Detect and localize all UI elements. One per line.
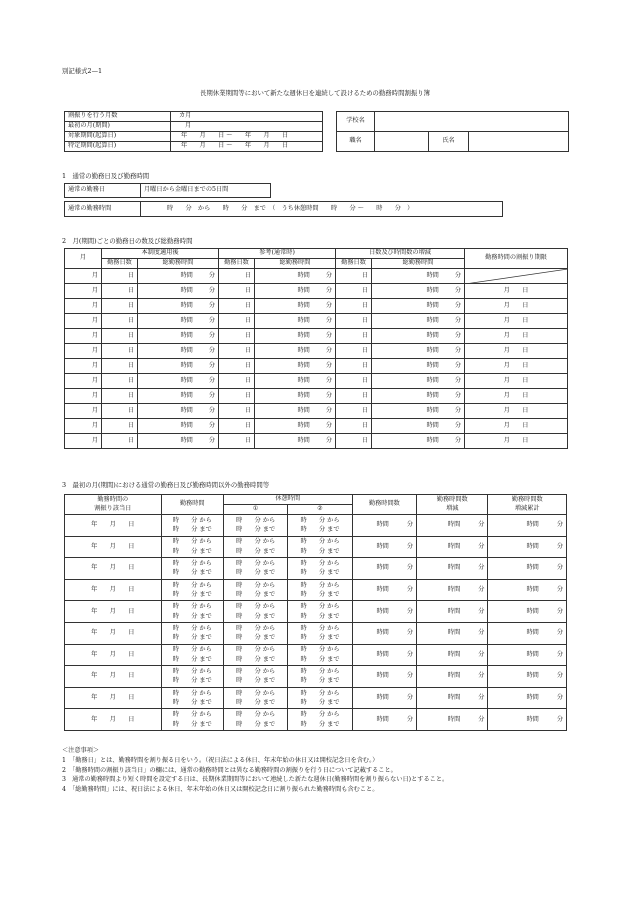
break-2-cell[interactable]: 時 分 から 時 分 まで: [288, 709, 352, 731]
days-cell[interactable]: 日: [336, 434, 372, 449]
break-2-cell[interactable]: 時 分 から 時 分 まで: [288, 622, 352, 644]
days-cell[interactable]: 日: [219, 389, 255, 404]
hours-cell[interactable]: 時間 分: [255, 374, 336, 389]
hours-cell[interactable]: 時間 分: [372, 404, 465, 419]
monthly-row: [65, 434, 568, 449]
month-cell[interactable]: 月: [65, 434, 102, 449]
first-month-label: 最初の月(期間): [65, 122, 171, 132]
monthly-row: [65, 329, 568, 344]
note-item: 3 通常の勤務時間より短く時間を設定する日は、長期休業期間等において連続した新たな週休日(勤務時間を割り振らない日)とすること。: [62, 776, 449, 784]
staff-name-label: 氏名: [429, 132, 469, 152]
group-header-applied: 本制度適用後: [102, 249, 219, 259]
hours-cell[interactable]: 時間 分: [372, 389, 465, 404]
notes: [62, 746, 448, 795]
hours-cell[interactable]: 時間 分: [372, 329, 465, 344]
note-item: 2 「勤務時間の割振り該当日」の欄には、通常の勤務時間とは異なる勤務時間の割振りを行う日について記載すること。: [62, 766, 397, 774]
days-cell[interactable]: 日: [102, 299, 138, 314]
month-cell[interactable]: 月: [65, 284, 102, 299]
hours-count-cell[interactable]: 時間 分: [352, 644, 416, 666]
col-month-header: 月: [65, 249, 102, 269]
hours-cell[interactable]: 時間 分: [255, 299, 336, 314]
hours-cell[interactable]: 時間 分: [372, 419, 465, 434]
diagonal-line: [465, 269, 568, 284]
break-2-cell[interactable]: 時 分 から 時 分 まで: [288, 644, 352, 666]
irregular-row: [65, 536, 567, 558]
limit-cell[interactable]: 月 日: [465, 344, 568, 359]
hours-cell[interactable]: 時間 分: [372, 269, 465, 284]
hours-cell[interactable]: 時間 分: [372, 284, 465, 299]
hours-count-cell[interactable]: 時間 分: [352, 687, 416, 709]
hours-cell[interactable]: 時間 分: [255, 359, 336, 374]
break-1-cell[interactable]: 時 分 から 時 分 まで: [223, 687, 287, 709]
col-limit-header: 勤務時間の割振り期限: [465, 249, 568, 269]
days-cell[interactable]: 日: [219, 314, 255, 329]
irregular-row: [65, 601, 567, 623]
hours-cell[interactable]: 時間 分: [372, 374, 465, 389]
normal-workday-label: 通常の勤務日: [65, 184, 141, 198]
hours-cumulative-cell[interactable]: 時間 分: [488, 622, 567, 644]
hours-count-cell[interactable]: 時間 分: [352, 558, 416, 580]
days-cell[interactable]: 日: [102, 344, 138, 359]
date-cell[interactable]: 年 月 日: [65, 644, 162, 666]
col-work-header: 勤務時間: [161, 495, 223, 515]
group-header-diff: 日数及び時間数の増減: [336, 249, 465, 259]
days-cell[interactable]: 日: [102, 269, 138, 284]
monthly-row: [65, 389, 568, 404]
notes-heading: ＜注意事項＞: [62, 747, 100, 754]
days-cell[interactable]: 日: [102, 374, 138, 389]
work-time-cell[interactable]: 時 分 から 時 分 まで: [161, 601, 223, 623]
hours-cumulative-cell[interactable]: 時間 分: [488, 536, 567, 558]
hours-cell[interactable]: 時間 分: [372, 359, 465, 374]
hours-cumulative-cell[interactable]: 時間 分: [488, 601, 567, 623]
col-date-header: 勤務時間の 割振り該当日: [65, 495, 162, 515]
days-cell[interactable]: 日: [336, 389, 372, 404]
days-cell[interactable]: 日: [102, 314, 138, 329]
school-name-field[interactable]: [375, 112, 569, 132]
target-period-label: 対象期間(起算日): [65, 132, 171, 142]
hours-cell[interactable]: 時間 分: [255, 419, 336, 434]
work-time-cell[interactable]: 時 分 から 時 分 まで: [161, 515, 223, 537]
hours-diff-cell[interactable]: 時間 分: [417, 622, 488, 644]
limit-cell[interactable]: 月 日: [465, 299, 568, 314]
hours-cumulative-cell[interactable]: 時間 分: [488, 558, 567, 580]
normal-hours-value[interactable]: 時 分 から 時 分 まで （ うち休憩時間 時 分 ～ 時 分 ）: [141, 202, 503, 217]
monthly-row: [65, 284, 568, 299]
normal-hours-label: 通常の勤務時間: [65, 202, 141, 217]
hours-cell[interactable]: 時間 分: [138, 404, 219, 419]
limit-cell[interactable]: 月 日: [465, 419, 568, 434]
break-1-cell[interactable]: 時 分 から 時 分 まで: [223, 666, 287, 688]
hours-diff-cell[interactable]: 時間 分: [417, 644, 488, 666]
days-cell[interactable]: 日: [219, 359, 255, 374]
days-cell[interactable]: 日: [219, 374, 255, 389]
days-cell[interactable]: 日: [102, 329, 138, 344]
hours-cell[interactable]: 時間 分: [138, 359, 219, 374]
limit-cell[interactable]: 月 日: [465, 314, 568, 329]
date-cell[interactable]: 年 月 日: [65, 558, 162, 580]
break-1-cell[interactable]: 時 分 から 時 分 まで: [223, 515, 287, 537]
hours-count-cell[interactable]: 時間 分: [352, 666, 416, 688]
month-cell[interactable]: 月: [65, 404, 102, 419]
irregular-row: [65, 622, 567, 644]
date-cell[interactable]: 年 月 日: [65, 709, 162, 731]
months-label: 割振りを行う月数: [65, 112, 171, 122]
hours-cell[interactable]: 時間 分: [138, 329, 219, 344]
break-2-cell[interactable]: 時 分 から 時 分 まで: [288, 558, 352, 580]
col-break-2-header: ②: [288, 505, 352, 515]
month-cell[interactable]: 月: [65, 374, 102, 389]
month-cell[interactable]: 月: [65, 314, 102, 329]
break-1-cell[interactable]: 時 分 から 時 分 まで: [223, 644, 287, 666]
date-cell[interactable]: 年 月 日: [65, 666, 162, 688]
col-diff-header: 勤務時間数 増減: [417, 495, 488, 515]
hours-cell[interactable]: 時間 分: [255, 314, 336, 329]
work-time-cell[interactable]: 時 分 から 時 分 まで: [161, 709, 223, 731]
days-cell[interactable]: 日: [336, 404, 372, 419]
days-cell[interactable]: 日: [219, 299, 255, 314]
hours-cumulative-cell[interactable]: 時間 分: [488, 666, 567, 688]
col-break-header: 休憩時間: [223, 495, 352, 505]
monthly-row: [65, 419, 568, 434]
month-cell[interactable]: 月: [65, 389, 102, 404]
sub-days-header: 勤務日数: [336, 259, 372, 269]
irregular-row: [65, 644, 567, 666]
work-time-cell[interactable]: 時 分 から 時 分 まで: [161, 558, 223, 580]
first-month-field[interactable]: 月: [171, 122, 323, 132]
hours-cell[interactable]: 時間 分: [138, 434, 219, 449]
work-time-cell[interactable]: 時 分 から 時 分 まで: [161, 622, 223, 644]
break-1-cell[interactable]: 時 分 から 時 分 まで: [223, 579, 287, 601]
work-time-cell[interactable]: 時 分 から 時 分 まで: [161, 644, 223, 666]
break-2-cell[interactable]: 時 分 から 時 分 まで: [288, 601, 352, 623]
hours-cell[interactable]: 時間 分: [255, 269, 336, 284]
normal-workdays-table: [64, 183, 271, 198]
hours-diff-cell[interactable]: 時間 分: [417, 536, 488, 558]
section3-title: 3 最初の月(期間)における通常の勤務日及び勤務時間以外の勤務時間等: [62, 481, 270, 489]
irregular-row: [65, 579, 567, 601]
days-cell[interactable]: 日: [102, 434, 138, 449]
hours-cell[interactable]: 時間 分: [255, 404, 336, 419]
hours-diff-cell[interactable]: 時間 分: [417, 579, 488, 601]
break-2-cell[interactable]: 時 分 から 時 分 まで: [288, 666, 352, 688]
hours-cell[interactable]: 時間 分: [372, 299, 465, 314]
month-cell[interactable]: 月: [65, 344, 102, 359]
limit-cell[interactable]: 月 日: [465, 374, 568, 389]
month-cell[interactable]: 月: [65, 329, 102, 344]
days-cell[interactable]: 日: [102, 404, 138, 419]
note-item: 4 「総勤務時間」には、祝日法による休日、年末年始の休日又は開校記念日に割り振られた勤務時間も含むこと。: [62, 786, 379, 794]
sub-hours-header: 総勤務時間: [138, 259, 219, 269]
monthly-row: [65, 269, 568, 284]
days-cell[interactable]: 日: [102, 419, 138, 434]
hours-cumulative-cell[interactable]: 時間 分: [488, 687, 567, 709]
hours-cell[interactable]: 時間 分: [138, 269, 219, 284]
hours-cell[interactable]: 時間 分: [255, 284, 336, 299]
months-field[interactable]: カ月: [171, 112, 323, 122]
hours-cell[interactable]: 時間 分: [138, 299, 219, 314]
days-cell[interactable]: 日: [336, 314, 372, 329]
hours-cell[interactable]: 時間 分: [372, 344, 465, 359]
monthly-row: [65, 359, 568, 374]
monthly-row: [65, 299, 568, 314]
break-1-cell[interactable]: 時 分 から 時 分 まで: [223, 709, 287, 731]
hours-cell[interactable]: 時間 分: [138, 419, 219, 434]
col-cumulative-header: 勤務時間数 増減累計: [488, 495, 567, 515]
monthly-row: [65, 404, 568, 419]
hours-count-cell[interactable]: 時間 分: [352, 709, 416, 731]
break-1-cell[interactable]: 時 分 から 時 分 まで: [223, 622, 287, 644]
date-cell[interactable]: 年 月 日: [65, 579, 162, 601]
limit-cell[interactable]: 月 日: [465, 389, 568, 404]
normal-hours-table: [64, 201, 503, 217]
month-cell[interactable]: 月: [65, 269, 102, 284]
sub-days-header: 勤務日数: [219, 259, 255, 269]
monthly-row: [65, 374, 568, 389]
days-cell[interactable]: 日: [102, 359, 138, 374]
date-cell[interactable]: 年 月 日: [65, 515, 162, 537]
days-cell[interactable]: 日: [219, 329, 255, 344]
work-time-cell[interactable]: 時 分 から 時 分 まで: [161, 579, 223, 601]
hours-diff-cell[interactable]: 時間 分: [417, 601, 488, 623]
month-cell[interactable]: 月: [65, 299, 102, 314]
monthly-summary-table: [64, 248, 568, 449]
hours-cell[interactable]: 時間 分: [138, 374, 219, 389]
hours-cell[interactable]: 時間 分: [138, 344, 219, 359]
section1-title: 1 通常の勤務日及び勤務時間: [62, 172, 150, 180]
sub-hours-header: 総勤務時間: [372, 259, 465, 269]
date-cell[interactable]: 年 月 日: [65, 601, 162, 623]
hours-cell[interactable]: 時間 分: [138, 284, 219, 299]
hours-diff-cell[interactable]: 時間 分: [417, 709, 488, 731]
hours-diff-cell[interactable]: 時間 分: [417, 687, 488, 709]
hours-cell[interactable]: 時間 分: [138, 314, 219, 329]
irregular-row: [65, 709, 567, 731]
date-cell[interactable]: 年 月 日: [65, 622, 162, 644]
days-cell[interactable]: 日: [336, 284, 372, 299]
break-2-cell[interactable]: 時 分 から 時 分 まで: [288, 515, 352, 537]
specific-period-label: 特定期間(起算日): [65, 142, 171, 152]
hours-cumulative-cell[interactable]: 時間 分: [488, 579, 567, 601]
hours-cell[interactable]: 時間 分: [255, 344, 336, 359]
hours-diff-cell[interactable]: 時間 分: [417, 666, 488, 688]
sub-days-header: 勤務日数: [102, 259, 138, 269]
irregular-row: [65, 687, 567, 709]
limit-cell[interactable]: 月 日: [465, 404, 568, 419]
section2-title: 2 月(期間)ごとの勤務日の数及び総勤務時間: [62, 237, 193, 245]
hours-cell[interactable]: 時間 分: [372, 314, 465, 329]
days-cell[interactable]: 日: [219, 404, 255, 419]
job-title-field[interactable]: [375, 132, 429, 152]
staff-name-field[interactable]: [469, 132, 569, 152]
days-cell[interactable]: 日: [336, 329, 372, 344]
days-cell[interactable]: 日: [102, 389, 138, 404]
days-cell[interactable]: 日: [336, 344, 372, 359]
limit-cell[interactable]: 月 日: [465, 284, 568, 299]
sub-hours-header: 総勤務時間: [255, 259, 336, 269]
hours-count-cell[interactable]: 時間 分: [352, 515, 416, 537]
days-cell[interactable]: 日: [336, 419, 372, 434]
job-title-label: 職名: [337, 132, 375, 152]
days-cell[interactable]: 日: [219, 419, 255, 434]
hours-count-cell[interactable]: 時間 分: [352, 536, 416, 558]
note-item: 1 「勤務日」とは、勤務時間を割り振る日をいう。（祝日法による休日、年末年始の休日又は開校記念日を含む。）: [62, 756, 379, 764]
period-info-table: [64, 111, 323, 152]
hours-cell[interactable]: 時間 分: [372, 434, 465, 449]
irregular-hours-table: [64, 494, 567, 731]
work-time-cell[interactable]: 時 分 から 時 分 まで: [161, 666, 223, 688]
irregular-row: [65, 515, 567, 537]
month-cell[interactable]: 月: [65, 419, 102, 434]
target-period-field[interactable]: 年 月 日 ～ 年 月 日: [171, 132, 323, 142]
limit-cell[interactable]: 月 日: [465, 329, 568, 344]
month-cell[interactable]: 月: [65, 359, 102, 374]
date-cell[interactable]: 年 月 日: [65, 536, 162, 558]
hours-cell[interactable]: 時間 分: [255, 389, 336, 404]
work-time-cell[interactable]: 時 分 から 時 分 まで: [161, 687, 223, 709]
irregular-row: [65, 558, 567, 580]
group-header-reference: 参考(通常時): [219, 249, 336, 259]
work-time-cell[interactable]: 時 分 から 時 分 まで: [161, 536, 223, 558]
break-2-cell[interactable]: 時 分 から 時 分 まで: [288, 536, 352, 558]
days-cell[interactable]: 日: [219, 344, 255, 359]
limit-cell[interactable]: 月 日: [465, 359, 568, 374]
days-cell[interactable]: 日: [219, 284, 255, 299]
days-cell[interactable]: 日: [336, 269, 372, 284]
break-1-cell[interactable]: 時 分 から 時 分 まで: [223, 601, 287, 623]
col-hours-header: 勤務時間数: [352, 495, 416, 515]
hours-cell[interactable]: 時間 分: [255, 329, 336, 344]
days-cell[interactable]: 日: [336, 359, 372, 374]
specific-period-field[interactable]: 年 月 日 ～ 年 月 日: [171, 142, 323, 152]
date-cell[interactable]: 年 月 日: [65, 687, 162, 709]
hours-cell[interactable]: 時間 分: [138, 389, 219, 404]
hours-cell[interactable]: 時間 分: [255, 434, 336, 449]
hours-count-cell[interactable]: 時間 分: [352, 622, 416, 644]
staff-info-table: [336, 111, 569, 152]
days-cell[interactable]: 日: [219, 269, 255, 284]
break-2-cell[interactable]: 時 分 から 時 分 まで: [288, 579, 352, 601]
irregular-row: [65, 666, 567, 688]
break-1-cell[interactable]: 時 分 から 時 分 まで: [223, 536, 287, 558]
normal-workday-value[interactable]: 月曜日から金曜日までの5日間: [141, 184, 271, 198]
days-cell[interactable]: 日: [219, 434, 255, 449]
hours-count-cell[interactable]: 時間 分: [352, 601, 416, 623]
hours-diff-cell[interactable]: 時間 分: [417, 558, 488, 580]
form-number: 別記様式2—1: [62, 67, 103, 75]
monthly-row: [65, 314, 568, 329]
limit-cell-blank: [465, 269, 568, 284]
col-break-1-header: ①: [223, 505, 287, 515]
hours-cumulative-cell[interactable]: 時間 分: [488, 709, 567, 731]
hours-diff-cell[interactable]: 時間 分: [417, 515, 488, 537]
break-1-cell[interactable]: 時 分 から 時 分 まで: [223, 558, 287, 580]
hours-cumulative-cell[interactable]: 時間 分: [488, 515, 567, 537]
limit-cell[interactable]: 月 日: [465, 434, 568, 449]
monthly-row: [65, 344, 568, 359]
school-name-label: 学校名: [337, 112, 375, 132]
days-cell[interactable]: 日: [102, 284, 138, 299]
page-title: 長期休業期間等において新たな週休日を連続して設けるための勤務時間割振り簿: [199, 89, 431, 97]
days-cell[interactable]: 日: [336, 299, 372, 314]
hours-count-cell[interactable]: 時間 分: [352, 579, 416, 601]
hours-cumulative-cell[interactable]: 時間 分: [488, 644, 567, 666]
days-cell[interactable]: 日: [336, 374, 372, 389]
break-2-cell[interactable]: 時 分 から 時 分 まで: [288, 687, 352, 709]
